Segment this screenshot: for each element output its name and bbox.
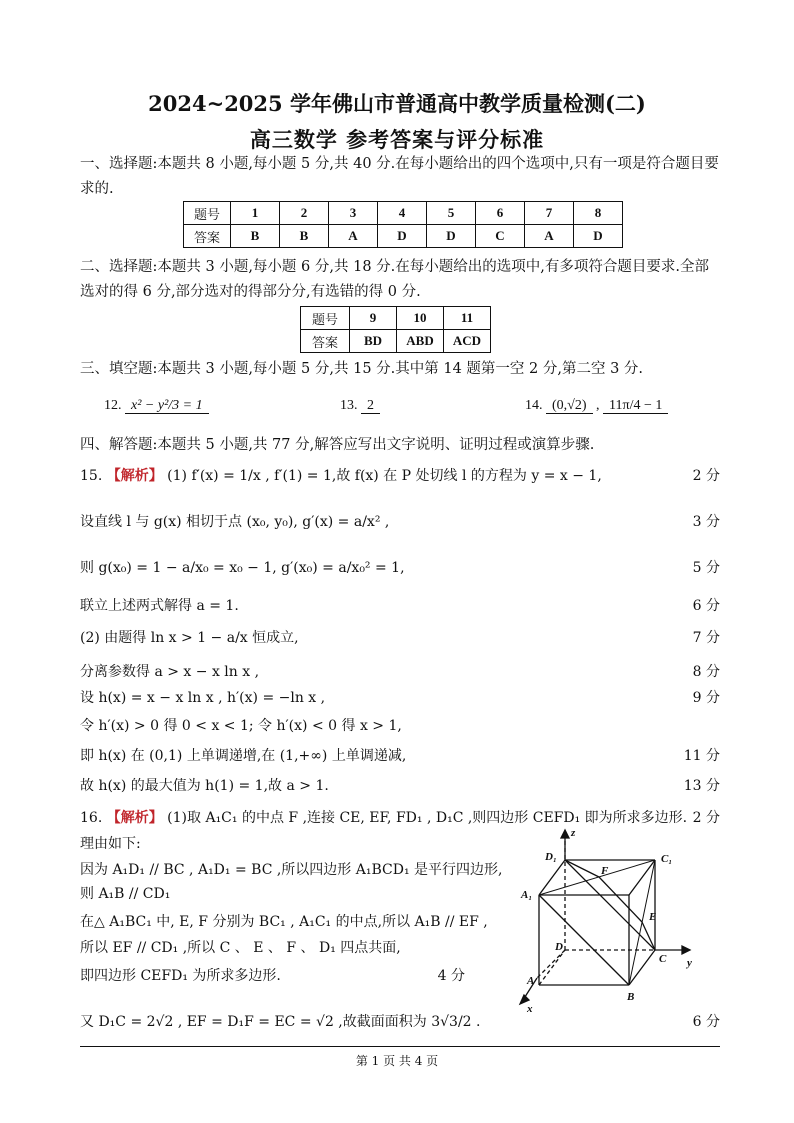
q13-answer: 2 [361, 398, 380, 414]
table1-answer: C [476, 225, 525, 248]
table1-answer: B [280, 225, 329, 248]
q16-line-3 [80, 860, 510, 880]
q16-number: 16. [80, 810, 103, 826]
q15-line-points: 2 分 [692, 468, 720, 484]
q15-line-points: 13 分 [683, 778, 720, 794]
q15-line-text: 令 h′(x) > 0 得 0 < x < 1; 令 h′(x) < 0 得 x > 1, [80, 718, 402, 734]
q12 [104, 398, 209, 414]
q16-line-text: 所以 EF // CD₁ ,所以 C 、 E 、 F 、 D₁ 四点共面, [80, 940, 401, 956]
q15-line-points: 9 分 [692, 690, 720, 706]
q16-line-2 [80, 834, 510, 854]
label-C1: C₁ [661, 853, 673, 865]
q14-separator: , [596, 398, 600, 413]
q15-line-points: 3 分 [692, 514, 720, 530]
q16-line-text: 又 D₁C = 2√2 , EF = D₁F = EC = √2 ,故截面面积为 3√3/2 . [80, 1014, 481, 1030]
q15-line-4 [80, 596, 720, 616]
q15-line-1 [80, 466, 720, 486]
page-title: 2024~2025 学年佛山市普通高中教学质量检测(二) [148, 91, 646, 116]
q16-line-5 [80, 912, 510, 932]
section2-text: 二、选择题:本题共 3 小题,每小题 6 分,共 18 分.在每小题给出的选项中,有多项符合题目要求.全部选对的得 6 分,部分选对的得部分分,有选错的得 0 分. [80, 259, 709, 300]
table1-answer-label: 答案 [184, 225, 231, 248]
table1-number: 3 [329, 202, 378, 225]
label-B: B [627, 991, 635, 1003]
table1-answer: D [427, 225, 476, 248]
q15-line-10 [80, 776, 720, 796]
label-z: z [571, 827, 576, 839]
q15-line-points: 6 分 [692, 598, 720, 614]
answer-table-2 [300, 306, 491, 353]
table1-header-label: 题号 [184, 202, 231, 225]
q15-line-6 [80, 662, 720, 682]
table1-number: 5 [427, 202, 476, 225]
q15-line-2 [80, 512, 720, 532]
q16-line-text: 理由如下: [80, 836, 141, 852]
label-C: C [659, 953, 667, 965]
answer-table-1 [183, 201, 623, 248]
table1-answer: D [574, 225, 623, 248]
table2-answer-label: 答案 [301, 330, 350, 353]
q15-line-text: 分离参数得 a > x − x ln x , [80, 664, 260, 680]
q16-line-points: 4 分 [437, 968, 465, 984]
q15-line-9 [80, 746, 720, 766]
table2-answer: BD [350, 330, 397, 353]
q15-line-points: 11 分 [683, 748, 720, 764]
footer-divider [80, 1046, 720, 1047]
q15-line-text: (2) 由题得 ln x > 1 − a/x 恒成立, [80, 630, 299, 646]
q16-line-text: 即四边形 CEFD₁ 为所求多边形. [80, 968, 281, 984]
page-subtitle: 高三数学 参考答案与评分标准 [249, 127, 545, 152]
q15-line-5 [80, 628, 720, 648]
table2-number: 11 [444, 307, 491, 330]
q14-answer-2: 11π/4 − 1 [603, 398, 668, 414]
table1-answer: D [378, 225, 427, 248]
q16-line-7 [80, 966, 465, 986]
q14-number: 14. [525, 398, 543, 413]
table1-number: 2 [280, 202, 329, 225]
q16-line-points: 6 分 [692, 1014, 720, 1030]
q15-line-8 [80, 716, 720, 736]
q16-line-text: (1)取 A₁C₁ 的中点 F ,连接 CE, EF, FD₁ , D₁C ,则四边形 CEFD₁ 即为所求多边形. [167, 810, 688, 826]
table1-number: 4 [378, 202, 427, 225]
label-D1: D₁ [545, 851, 557, 863]
table1-number: 6 [476, 202, 525, 225]
q15-line-text: 设直线 l 与 g(x) 相切于点 (x₀, y₀), g′(x) = a/x² , [80, 514, 390, 530]
q15-line-points: 7 分 [692, 630, 720, 646]
section4-text: 四、解答题:本题共 5 小题,共 77 分,解答应写出文字说明、证明过程或演算步骤. [80, 437, 595, 453]
label-D: D [555, 941, 563, 953]
q16-line-8 [80, 1012, 720, 1032]
q12-answer: x² − y²/3 = 1 [125, 398, 209, 414]
table1-number: 7 [525, 202, 574, 225]
table1-answer: A [525, 225, 574, 248]
table1-number: 1 [231, 202, 280, 225]
label-A: A [527, 975, 535, 987]
q16-line-6 [80, 938, 510, 958]
q15-line-3 [80, 558, 720, 578]
q15-line-points: 8 分 [692, 664, 720, 680]
q15-line-text: 则 g(x₀) = 1 − a/x₀ = x₀ − 1, g′(x₀) = a/x₀² = 1, [80, 560, 405, 576]
section3-text: 三、填空题:本题共 3 小题,每小题 5 分,共 15 分.其中第 14 题第一空 2 分,第二空 3 分. [80, 361, 644, 377]
q12-number: 12. [104, 398, 122, 413]
table2-answer: ABD [397, 330, 444, 353]
q16-line-text: 则 A₁B // CD₁ [80, 886, 171, 902]
q15-line-text: 故 h(x) 的最大值为 h(1) = 1,故 a > 1. [80, 778, 329, 794]
q13 [340, 398, 380, 414]
label-A1: A₁ [521, 889, 533, 901]
table2-header-label: 题号 [301, 307, 350, 330]
q14-answer-1: (0,√2) [546, 398, 593, 414]
q15-line-text: (1) f′(x) = 1/x , f′(1) = 1,故 f(x) 在 P 处切线 l 的方程为 y = x − 1, [167, 468, 602, 484]
q13-number: 13. [340, 398, 358, 413]
q16-line-text: 在△ A₁BC₁ 中, E, F 分别为 BC₁ , A₁C₁ 的中点,所以 A₁B // EF , [80, 914, 488, 930]
table1-number: 8 [574, 202, 623, 225]
q15-line-text: 即 h(x) 在 (0,1) 上单调递增,在 (1,+∞) 上单调递减, [80, 748, 407, 764]
label-x: x [527, 1003, 533, 1015]
q16-line-points: 2 分 [692, 810, 720, 826]
table2-number: 9 [350, 307, 397, 330]
table2-answer: ACD [444, 330, 491, 353]
q14 [525, 398, 668, 414]
label-E: E [649, 911, 657, 923]
label-y: y [687, 957, 692, 969]
q15-line-7 [80, 688, 720, 708]
q15-line-text: 联立上述两式解得 a = 1. [80, 598, 239, 614]
label-F: F [601, 865, 609, 877]
q16-analysis-tag: 【解析】 [106, 810, 163, 826]
q15-number: 15. [80, 468, 103, 484]
q15-line-points: 5 分 [692, 560, 720, 576]
section1-text: 一、选择题:本题共 8 小题,每小题 5 分,共 40 分.在每小题给出的四个选项中,只有一项是符合题目要求的. [80, 156, 719, 197]
q16-line-text: 因为 A₁D₁ // BC , A₁D₁ = BC ,所以四边形 A₁BCD₁ 是平行四边形, [80, 862, 503, 878]
q16-line-4 [80, 884, 510, 904]
table1-answer: A [329, 225, 378, 248]
table2-number: 10 [397, 307, 444, 330]
table1-answer: B [231, 225, 280, 248]
page-footer: 第 1 页 共 4 页 [355, 1054, 439, 1068]
q15-line-text: 设 h(x) = x − x ln x , h′(x) = −ln x , [80, 690, 326, 706]
q15-analysis-tag: 【解析】 [106, 468, 163, 484]
cube-figure [515, 820, 705, 1015]
